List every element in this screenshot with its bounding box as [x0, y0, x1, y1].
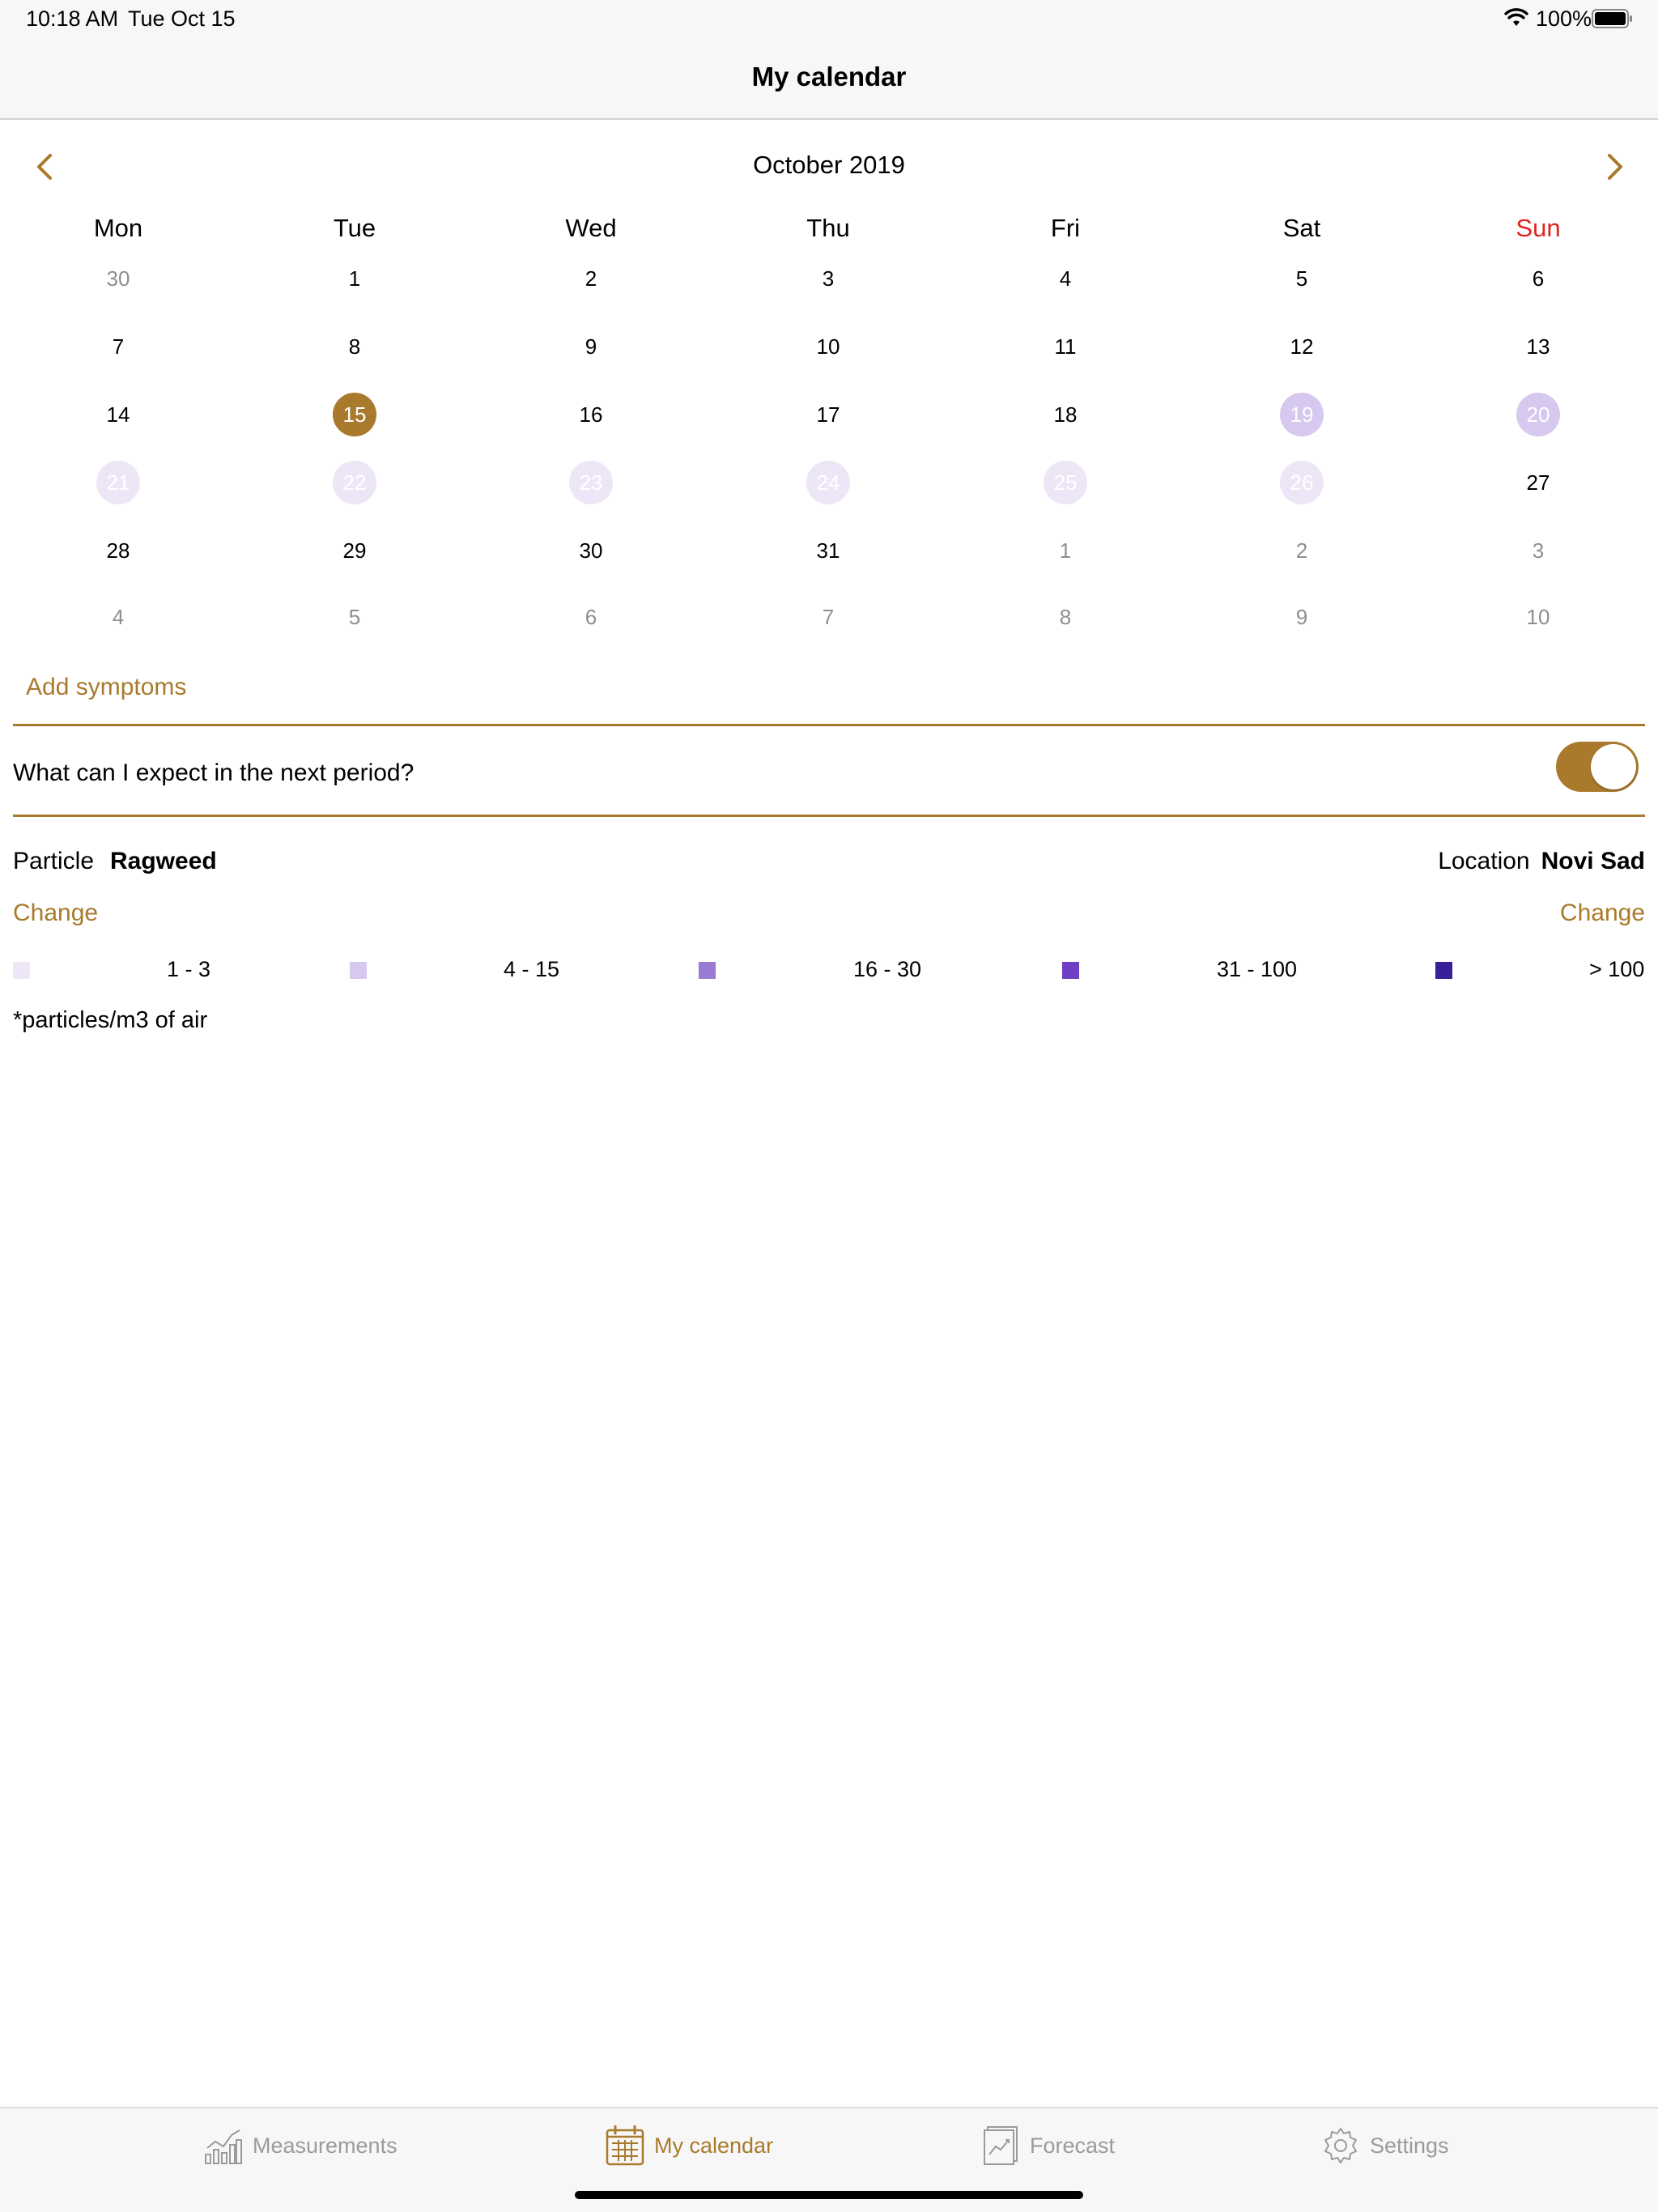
next-period-question: What can I expect in the next period?: [13, 759, 414, 786]
tab-my-calendar[interactable]: [606, 2121, 773, 2170]
calendar-day[interactable]: [486, 322, 696, 371]
calendar-day[interactable]: [486, 254, 696, 303]
status-time: 10:18 AM: [26, 6, 119, 31]
calendar-day[interactable]: [723, 593, 933, 641]
legend-swatch: [699, 962, 716, 979]
battery-percent: 100%: [1536, 6, 1592, 31]
change-particle-button[interactable]: Change: [13, 900, 99, 926]
day-number: 3: [1532, 538, 1545, 563]
day-number: 18: [1053, 402, 1078, 427]
day-number: 1: [1059, 538, 1072, 563]
calendar-day[interactable]: [723, 458, 933, 507]
day-number: 15: [333, 393, 376, 436]
bar-chart-icon: [204, 2125, 243, 2166]
day-number: 20: [1516, 393, 1560, 436]
day-number: 22: [333, 461, 376, 504]
calendar-day[interactable]: [960, 593, 1171, 641]
day-number: 10: [816, 334, 840, 359]
calendar-day[interactable]: [13, 254, 223, 303]
unit-note: *particles/m3 of air: [13, 1007, 208, 1033]
legend-range: 4 - 15: [504, 957, 560, 981]
calendar-day[interactable]: [723, 322, 933, 371]
gear-icon: [1321, 2125, 1360, 2166]
legend-range: 31 - 100: [1217, 957, 1298, 981]
weekday-wed: Wed: [565, 214, 617, 242]
tab-label: Measurements: [253, 2133, 397, 2158]
day-number: 24: [806, 461, 850, 504]
calendar-day[interactable]: [1433, 254, 1643, 303]
divider: [13, 724, 1645, 726]
calendar-day[interactable]: [960, 390, 1171, 439]
calendar-day-today[interactable]: [249, 390, 460, 439]
day-number: 7: [822, 604, 835, 629]
calendar-day[interactable]: [13, 390, 223, 439]
day-number: 12: [1290, 334, 1314, 359]
weekday-tue: Tue: [333, 214, 376, 242]
calendar-day[interactable]: [723, 526, 933, 575]
calendar-day[interactable]: [1197, 390, 1407, 439]
weekday-sat: Sat: [1282, 214, 1321, 242]
day-number: 2: [585, 266, 597, 291]
tab-label: My calendar: [654, 2133, 774, 2158]
calendar-day[interactable]: [486, 458, 696, 507]
calendar-day[interactable]: [13, 526, 223, 575]
legend-swatch: [1435, 962, 1452, 979]
calendar-day[interactable]: [249, 526, 460, 575]
calendar-day[interactable]: [1433, 526, 1643, 575]
calendar-day[interactable]: [1197, 593, 1407, 641]
legend-swatch: [13, 962, 30, 979]
calendar-day[interactable]: [1197, 254, 1407, 303]
next-period-toggle[interactable]: [1556, 742, 1639, 792]
status-bar: [0, 0, 1658, 39]
change-location-button[interactable]: Change: [1559, 900, 1645, 926]
calendar-day[interactable]: [1433, 390, 1643, 439]
day-number: 9: [1295, 604, 1308, 629]
calendar-day[interactable]: [13, 593, 223, 641]
day-number: 29: [342, 538, 367, 563]
tab-settings[interactable]: [1321, 2121, 1449, 2170]
legend-swatch: [350, 962, 367, 979]
day-number: 30: [579, 538, 603, 563]
day-number: 23: [569, 461, 613, 504]
location-group: [1438, 848, 1645, 875]
day-number: 14: [106, 402, 130, 427]
calendar-day[interactable]: [486, 390, 696, 439]
legend-swatch: [1062, 962, 1079, 979]
tab-label: Settings: [1370, 2133, 1449, 2158]
day-number: 6: [585, 604, 597, 629]
day-number: 1: [348, 266, 361, 291]
day-number: 13: [1526, 334, 1550, 359]
day-number: 17: [816, 402, 840, 427]
legend-range: 16 - 30: [853, 957, 922, 981]
calendar-day[interactable]: [249, 254, 460, 303]
calendar-day[interactable]: [13, 322, 223, 371]
day-number: 2: [1295, 538, 1308, 563]
calendar-day[interactable]: [486, 526, 696, 575]
day-number: 19: [1280, 393, 1324, 436]
month-title: October 2019: [753, 151, 905, 179]
calendar-day[interactable]: [723, 254, 933, 303]
tab-measurements[interactable]: [204, 2121, 397, 2170]
day-number: 10: [1526, 604, 1550, 629]
calendar-day[interactable]: [1197, 322, 1407, 371]
weekday-thu: Thu: [806, 214, 850, 242]
calendar-day[interactable]: [249, 322, 460, 371]
day-number: 30: [106, 266, 130, 291]
calendar-day[interactable]: [960, 322, 1171, 371]
day-number: 27: [1526, 470, 1550, 495]
calendar-day[interactable]: [1197, 526, 1407, 575]
day-number: 28: [106, 538, 130, 563]
calendar-day[interactable]: [1197, 458, 1407, 507]
forecast-icon: [981, 2125, 1020, 2166]
calendar-day[interactable]: [249, 458, 460, 507]
day-number: 8: [348, 334, 361, 359]
day-number: 25: [1044, 461, 1087, 504]
toggle-knob: [1591, 744, 1636, 789]
calendar-day[interactable]: [1433, 458, 1643, 507]
weekday-fri: Fri: [1050, 214, 1081, 242]
calendar-day[interactable]: [960, 526, 1171, 575]
calendar-day[interactable]: [13, 458, 223, 507]
home-indicator: [575, 2191, 1083, 2199]
add-symptoms-button[interactable]: Add symptoms: [26, 674, 187, 700]
day-number: 8: [1059, 604, 1072, 629]
calendar-day[interactable]: [486, 593, 696, 641]
day-number: 5: [348, 604, 361, 629]
day-number: 11: [1054, 334, 1077, 359]
wifi-icon: [1504, 8, 1528, 28]
legend-range: > 100: [1589, 957, 1645, 981]
day-number: 5: [1295, 266, 1308, 291]
calendar-icon: [606, 2125, 644, 2166]
weekday-sun: Sun: [1516, 214, 1561, 242]
calendar-day[interactable]: [960, 458, 1171, 507]
calendar-day[interactable]: [1433, 322, 1643, 371]
day-number: 21: [96, 461, 140, 504]
particle-value: Ragweed: [110, 848, 217, 874]
location-value: Novi Sad: [1541, 848, 1645, 874]
day-number: 9: [585, 334, 597, 359]
day-number: 7: [112, 334, 125, 359]
divider: [13, 815, 1645, 817]
location-label: Location: [1438, 848, 1530, 874]
status-date: Tue Oct 15: [128, 6, 236, 31]
calendar-day[interactable]: [960, 254, 1171, 303]
calendar-day[interactable]: [249, 593, 460, 641]
day-number: 3: [822, 266, 835, 291]
day-number: 4: [112, 604, 125, 629]
day-number: 31: [816, 538, 840, 563]
next-month-button[interactable]: [1598, 151, 1630, 183]
calendar-day[interactable]: [723, 390, 933, 439]
tab-label: Forecast: [1030, 2133, 1116, 2158]
weekday-mon: Mon: [93, 214, 143, 242]
day-number: 6: [1532, 266, 1545, 291]
tab-forecast[interactable]: [981, 2121, 1115, 2170]
page-title: My calendar: [751, 62, 907, 91]
particle-label: Particle: [13, 848, 95, 874]
battery-icon: [1592, 9, 1634, 28]
day-number: 4: [1059, 266, 1072, 291]
legend-range: 1 - 3: [167, 957, 211, 981]
day-number: 16: [579, 402, 603, 427]
calendar-day[interactable]: [1433, 593, 1643, 641]
day-number: 26: [1280, 461, 1324, 504]
